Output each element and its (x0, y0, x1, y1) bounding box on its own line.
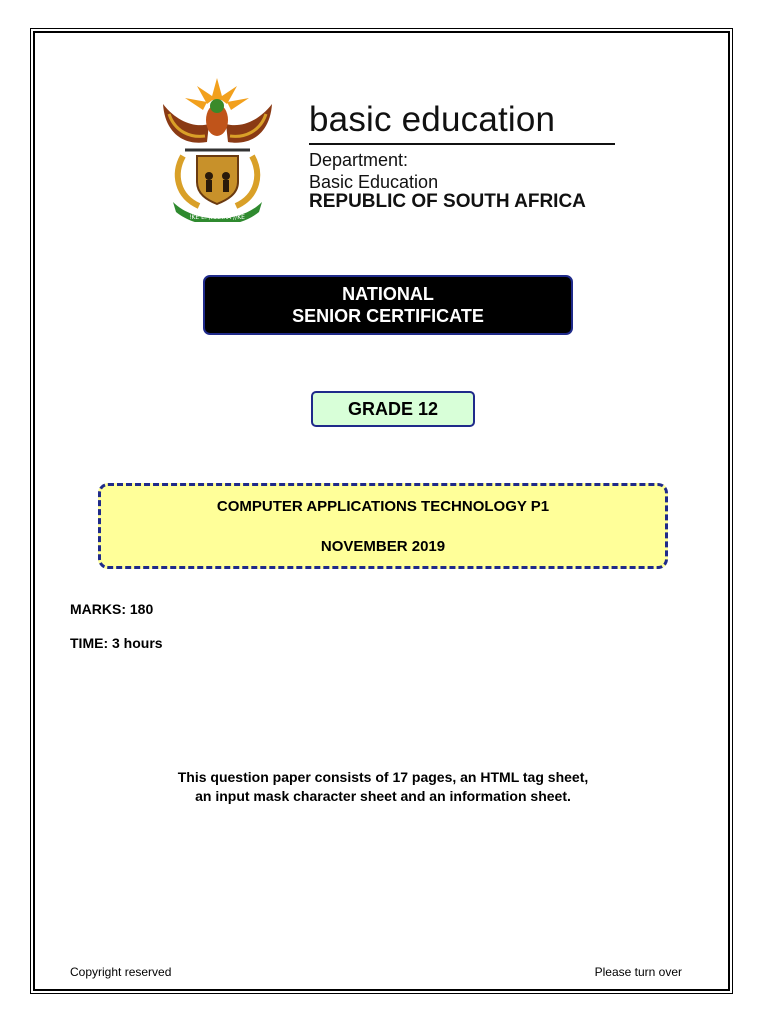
certificate-banner (203, 275, 573, 335)
department-label: Department: (309, 150, 409, 170)
brand-rule (309, 143, 615, 145)
certificate-line-1: NATIONAL (342, 284, 434, 304)
note-line-1: This question paper consists of 17 pages, an HTML tag sheet, (177, 769, 589, 785)
copyright-notice: Copyright reserved (70, 965, 172, 979)
grade-badge: GRADE 12 (311, 391, 475, 427)
subject-title: COMPUTER APPLICATIONS TECHNOLOGY P1 (216, 498, 550, 515)
time-allowed: TIME: 3 hours (70, 635, 163, 651)
dbe-logo (145, 66, 632, 228)
paper-composition-note (100, 768, 666, 806)
certificate-line-2: SENIOR CERTIFICATE (292, 306, 484, 326)
note-line-2: an input mask character sheet and an information sheet. (195, 788, 571, 804)
turn-over-notice: Please turn over (594, 965, 682, 979)
department-name: Basic Education (309, 172, 439, 192)
country-name: REPUBLIC OF SOUTH AFRICA (309, 191, 586, 212)
marks-total: MARKS: 180 (70, 601, 154, 617)
coat-of-arms-icon (155, 74, 280, 222)
brand-wordmark: basic education (309, 100, 556, 139)
svg-text:!KE E: /XARRA //KE: !KE E: /XARRA //KE (189, 214, 245, 221)
exam-date: NOVEMBER 2019 (320, 538, 446, 555)
subject-panel (98, 483, 668, 569)
